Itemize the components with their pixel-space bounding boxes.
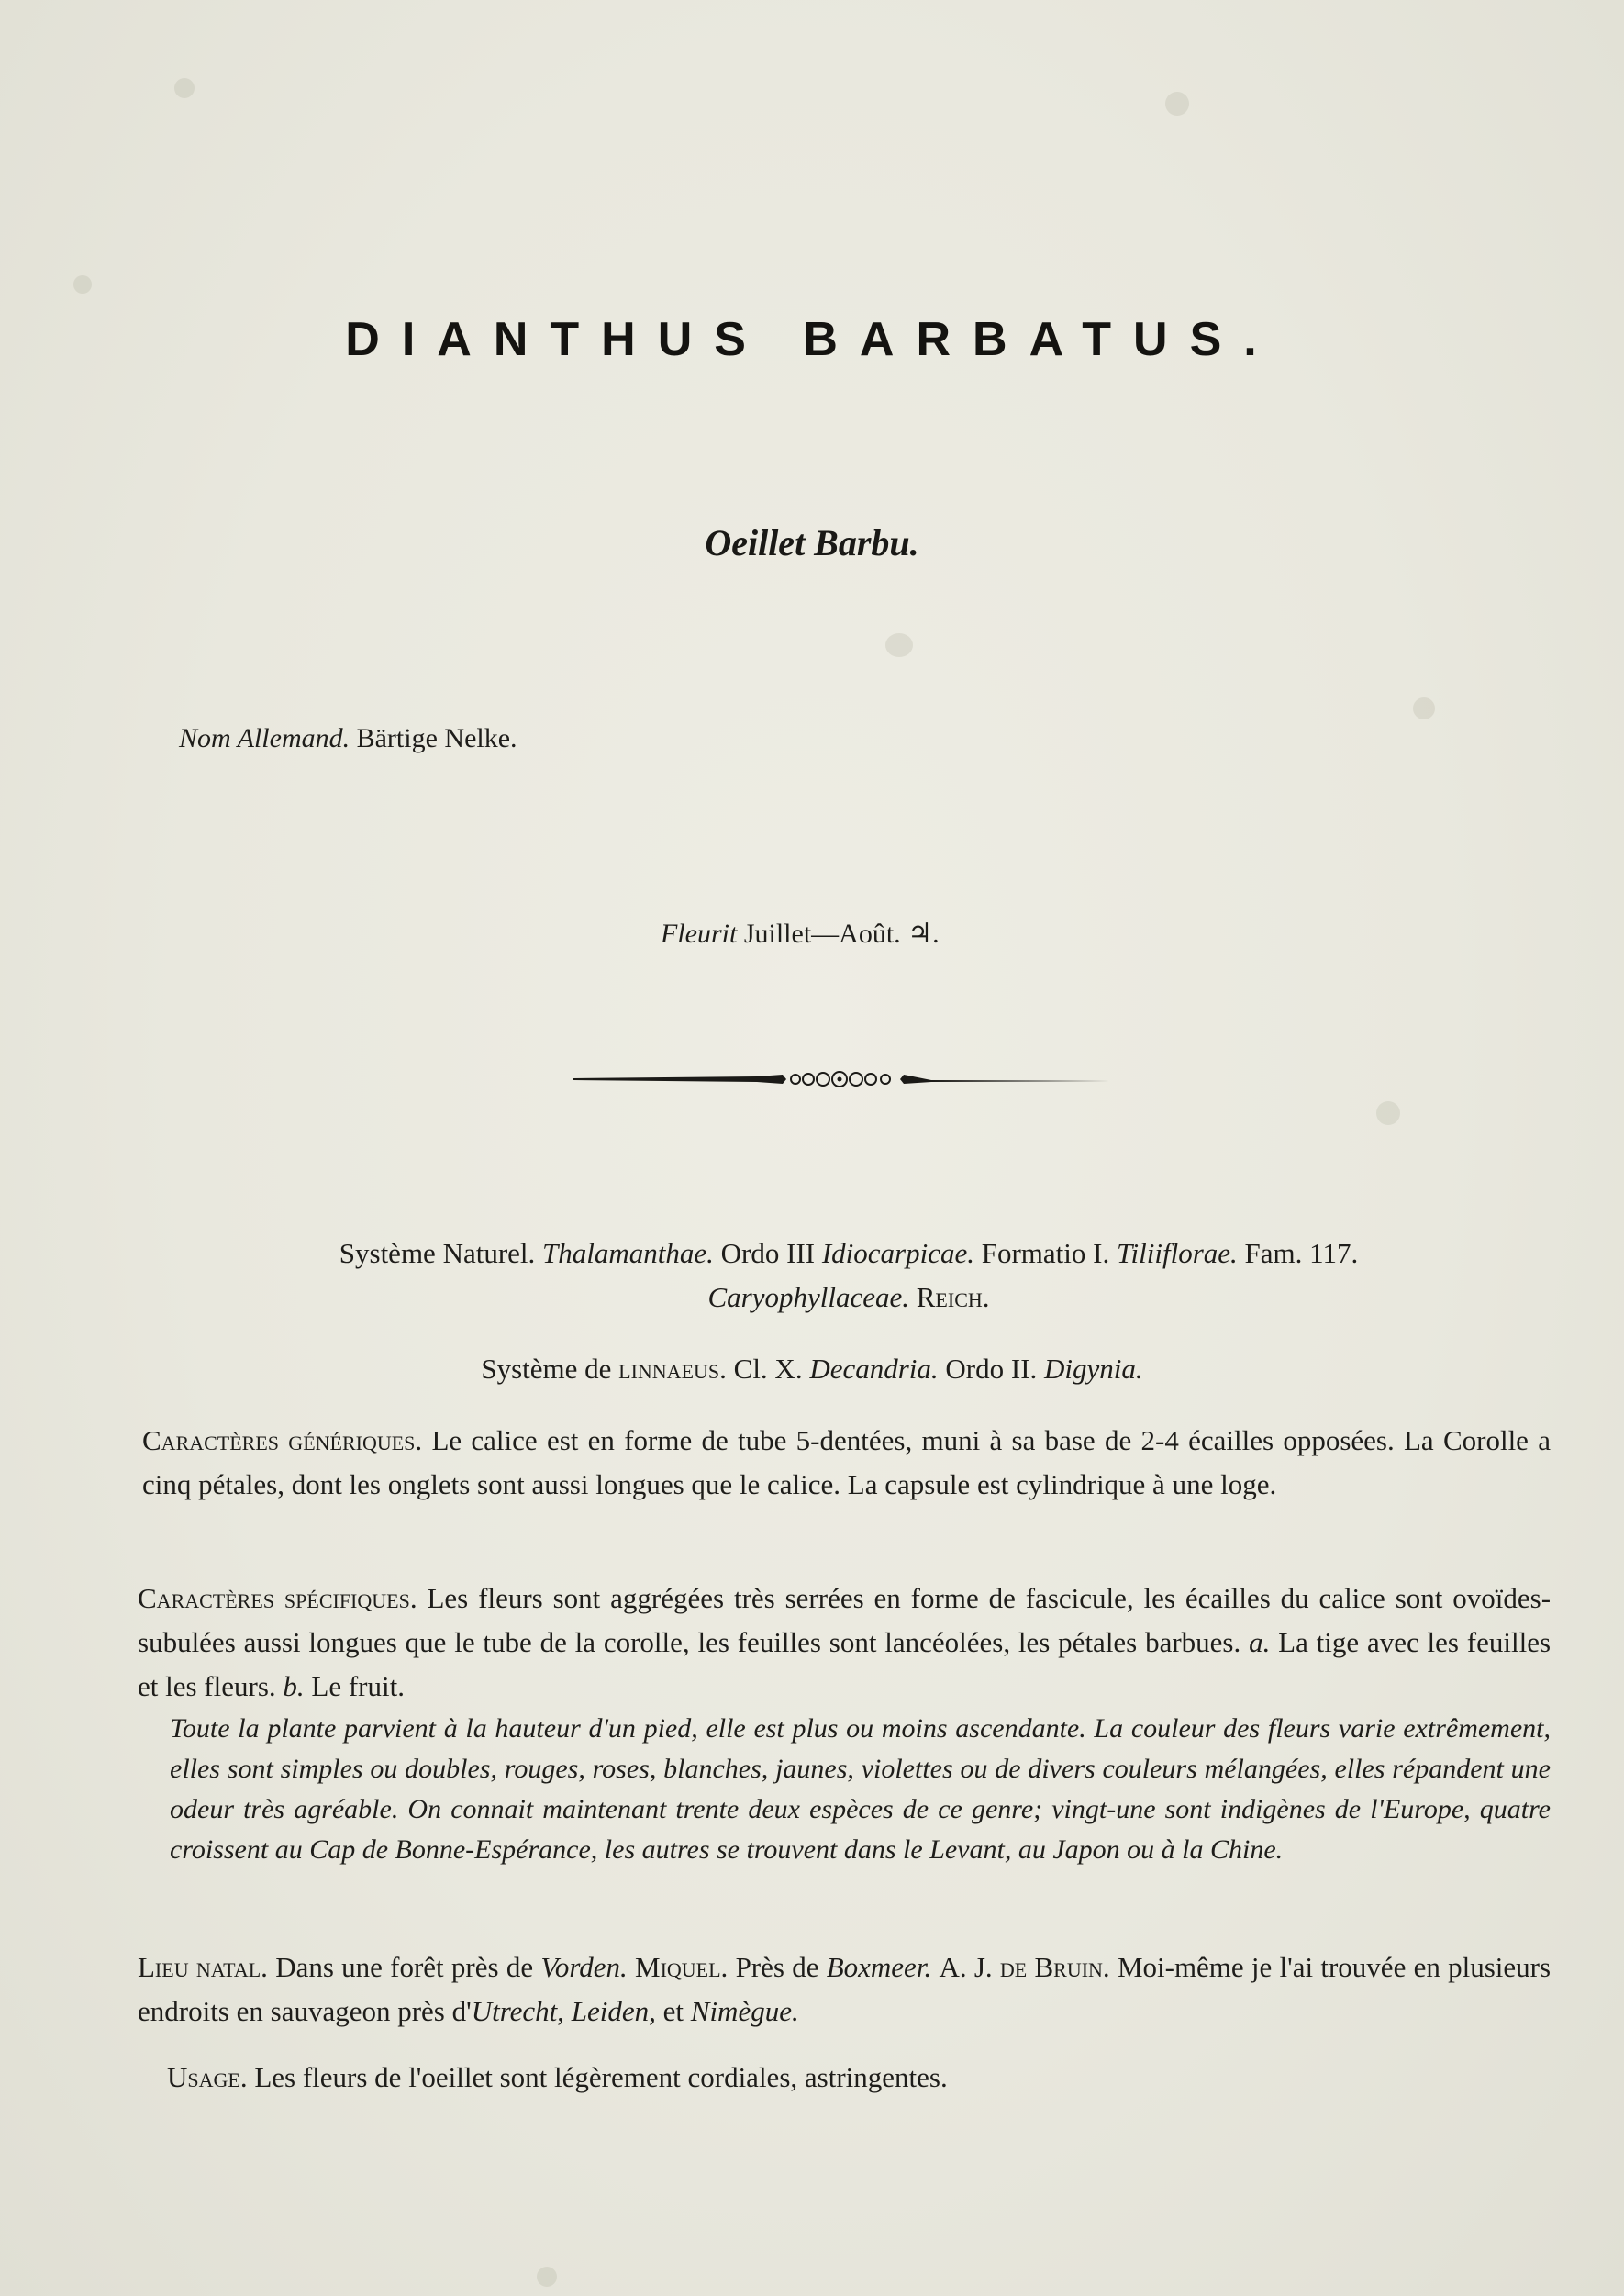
perennial-symbol: ♃. xyxy=(907,919,940,949)
figure-ref-a: a. xyxy=(1249,1626,1271,1658)
family-number: Fam. 117. xyxy=(1244,1237,1359,1269)
linnaeus-system xyxy=(0,1347,1624,1391)
paper-stain xyxy=(1376,1101,1400,1125)
paper-stain xyxy=(174,78,195,98)
native-place-heading: Lieu natal. xyxy=(138,1951,268,1983)
conjunction-et: , et xyxy=(649,1995,684,2027)
usage-heading: Usage. xyxy=(167,2061,248,2093)
author-de-bruin: A. J. de Bruin. xyxy=(939,1951,1110,1983)
specific-characters-heading: Caractères spécifiques. xyxy=(138,1582,417,1614)
native-place-text-2: Près de xyxy=(735,1951,819,1983)
figure-b-caption: Le fruit. xyxy=(311,1670,405,1702)
page-subtitle: Oeillet Barbu. xyxy=(705,522,919,563)
place-leiden: Leiden xyxy=(571,1995,650,2027)
flowering-months: Juillet—Août. xyxy=(743,919,901,949)
paper-stain xyxy=(885,633,913,657)
ordo-name: Idiocarpicae. xyxy=(821,1237,974,1269)
generic-characters-heading: Caractères génériques. xyxy=(142,1424,423,1456)
formatio-label: Formatio I. xyxy=(981,1237,1110,1269)
paper-stain xyxy=(1413,697,1435,719)
linnaeus-label: Système de xyxy=(481,1353,612,1385)
linnaeus-class: Cl. X. xyxy=(733,1353,803,1385)
linnaeus-name: linnaeus. xyxy=(618,1353,727,1385)
usage-text: Les fleurs de l'oeillet sont légèrement cordiales, astringentes. xyxy=(254,2061,948,2093)
paper-stain xyxy=(73,275,92,294)
usage xyxy=(167,2056,1543,2100)
author-miquel: Miquel. xyxy=(635,1951,729,1983)
flowering-line xyxy=(661,918,940,950)
paper-stain xyxy=(537,2267,557,2287)
ornamental-divider xyxy=(573,1063,1110,1096)
natural-system xyxy=(188,1232,1509,1320)
comma: , xyxy=(557,1995,565,2027)
linnaeus-ordo: Ordo II. xyxy=(945,1353,1038,1385)
generic-characters-text: Le calice est en forme de tube 5-dentées, muni à sa base de 2-4 écailles opposées. La Corolle a cinq pétales, dont les onglets sont aussi longues que le calice. La capsule est cylindrique à une loge. xyxy=(142,1424,1551,1500)
german-name-value: Bärtige Nelke. xyxy=(356,723,517,753)
specific-characters-text: Les fleurs sont aggrégées très serrées en forme de fascicule, les écailles du calice sont ovoïdes-subulées aussi longues que le tube de la corolle, les feuilles sont lancéolées, les pétales barbues. xyxy=(138,1582,1552,1658)
paper-stain xyxy=(1165,92,1189,116)
place-boxmeer: Boxmeer. xyxy=(826,1951,932,1983)
german-name-label: Nom Allemand. xyxy=(179,723,350,753)
description-note: Toute la plante parvient à la hauteur d'un pied, elle est plus ou moins ascendante. La couleur des fleurs varie extrêmement, elles sont simples ou doubles, rouges, roses, blanches, jaunes, violettes ou de divers couleurs mélangées, elles répandent une odeur très agréable. On connait maintenant trente deux espèces de ce genre; vingt-une sont indigènes de l'Europe, quatre croissent au Cap de Bonne-Espérance, les autres se trouvent dans le Levant, au Japon ou à la Chine. xyxy=(170,1713,1551,1865)
native-place-text-3: Moi-même je l'ai trouvée en plusieurs endroits en sauvageon près d' xyxy=(138,1951,1552,2027)
natural-system-label: Système Naturel. xyxy=(339,1237,536,1269)
generic-characters xyxy=(142,1419,1551,1507)
formatio-name: Tiliiflorae. xyxy=(1116,1237,1238,1269)
page-title: DIANTHUS BARBATUS. xyxy=(345,313,1279,366)
native-place xyxy=(138,1945,1551,2034)
german-name-line xyxy=(179,723,517,754)
figure-ref-b: b. xyxy=(283,1670,305,1702)
linnaeus-ordo-name: Digynia. xyxy=(1044,1353,1143,1385)
family-name: Caryophyllaceae. xyxy=(707,1281,909,1313)
native-place-text: Dans une forêt près de xyxy=(275,1951,534,1983)
figure-a-caption: La tige avec les feuilles et les fleurs. xyxy=(138,1626,1552,1702)
place-utrecht: Utrecht xyxy=(471,1995,558,2027)
linnaeus-class-name: Decandria. xyxy=(809,1353,939,1385)
place-nimegue: Nimègue. xyxy=(690,1995,799,2027)
specific-characters xyxy=(138,1577,1551,1709)
ordo-label: Ordo III xyxy=(720,1237,816,1269)
place-vorden: Vorden. xyxy=(540,1951,628,1983)
flowering-label: Fleurit xyxy=(661,919,738,949)
author-reich: Reich. xyxy=(916,1281,990,1313)
class-name: Thalamanthae. xyxy=(542,1237,714,1269)
